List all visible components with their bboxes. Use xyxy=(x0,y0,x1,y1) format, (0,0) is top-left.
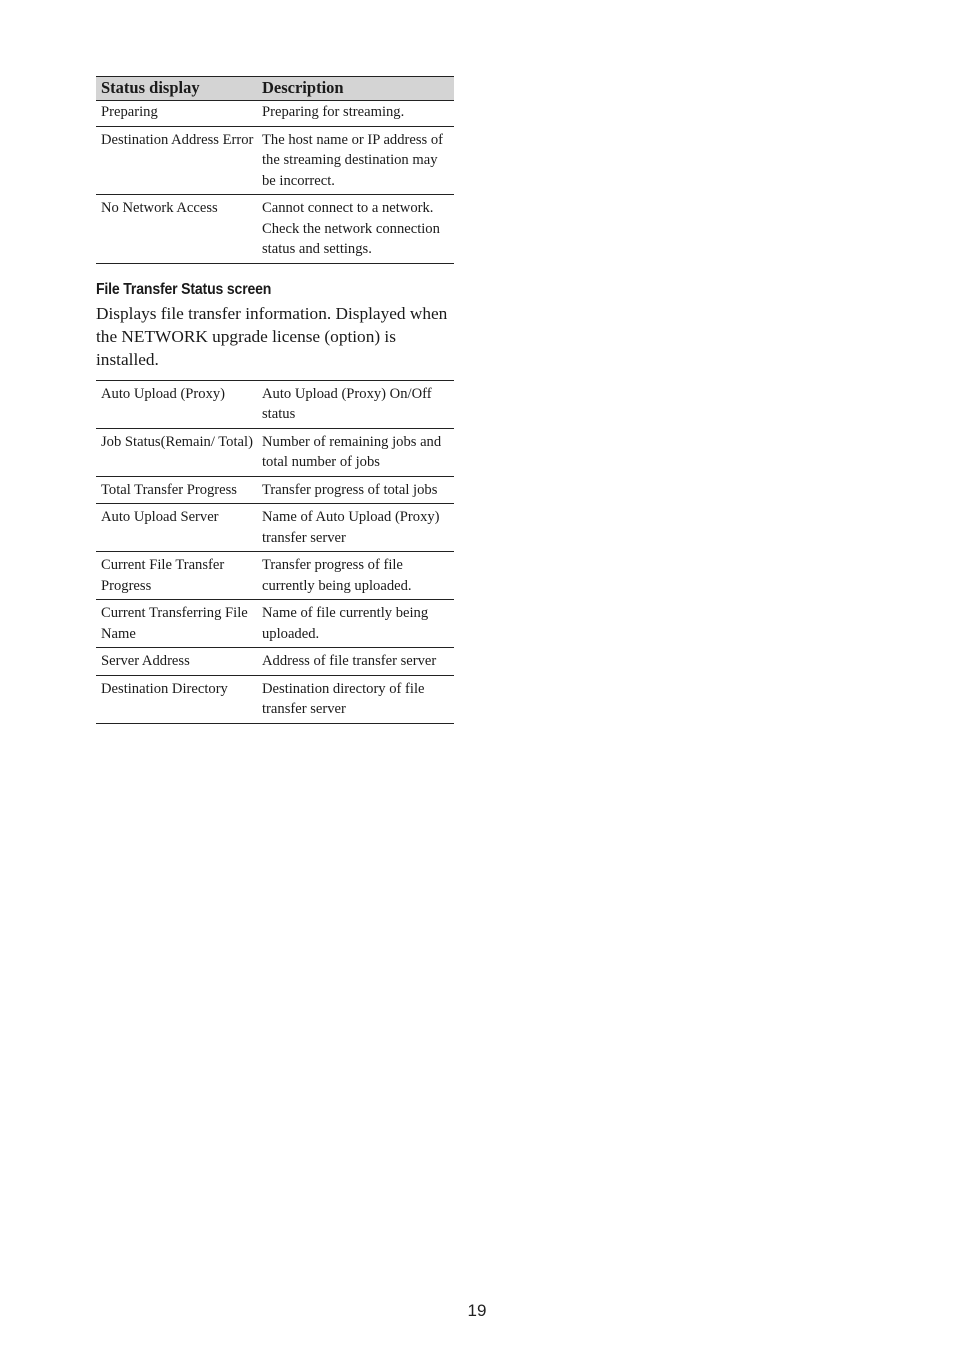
description-cell: Name of file currently being uploaded. xyxy=(257,600,454,648)
table-row xyxy=(96,195,454,264)
content-column xyxy=(96,76,454,724)
status-cell: No Network Access xyxy=(96,195,257,264)
status-display-table xyxy=(96,76,454,264)
description-cell: Preparing for streaming. xyxy=(257,101,454,127)
table-row xyxy=(96,428,454,476)
item-cell: Auto Upload (Proxy) xyxy=(96,380,257,428)
table-row xyxy=(96,476,454,504)
table-header-row xyxy=(96,77,454,101)
table-row xyxy=(96,101,454,127)
item-cell: Destination Directory xyxy=(96,675,257,723)
column-header-description: Description xyxy=(257,77,454,101)
section-body: Displays file transfer information. Displayed when the NETWORK upgrade license (option) is installed. xyxy=(96,303,448,369)
description-cell: Auto Upload (Proxy) On/Off status xyxy=(257,380,454,428)
page-number: 19 xyxy=(467,1301,487,1320)
table-row xyxy=(96,600,454,648)
table-row xyxy=(96,380,454,428)
item-cell: Job Status(Remain/ Total) xyxy=(96,428,257,476)
table-row xyxy=(96,126,454,195)
item-cell: Auto Upload Server xyxy=(96,504,257,552)
file-transfer-status-table xyxy=(96,380,454,724)
description-cell: Name of Auto Upload (Proxy) transfer server xyxy=(257,504,454,552)
description-cell: Address of file transfer server xyxy=(257,648,454,676)
description-cell: Number of remaining jobs and total number of jobs xyxy=(257,428,454,476)
description-cell: Transfer progress of file currently being uploaded. xyxy=(257,552,454,600)
column-header-status-display: Status display xyxy=(96,77,257,101)
section-title: File Transfer Status screen xyxy=(96,280,272,298)
item-cell: Current Transferring File Name xyxy=(96,600,257,648)
item-cell: Total Transfer Progress xyxy=(96,476,257,504)
description-cell: Cannot connect to a network. Check the network connection status and settings. xyxy=(257,195,454,264)
description-cell: Transfer progress of total jobs xyxy=(257,476,454,504)
item-cell: Current File Transfer Progress xyxy=(96,552,257,600)
status-cell: Destination Address Error xyxy=(96,126,257,195)
table-row xyxy=(96,552,454,600)
description-cell: Destination directory of file transfer server xyxy=(257,675,454,723)
status-cell: Preparing xyxy=(96,101,257,127)
description-cell: The host name or IP address of the streaming destination may be incorrect. xyxy=(257,126,454,195)
item-cell: Server Address xyxy=(96,648,257,676)
table-row xyxy=(96,675,454,723)
table-row xyxy=(96,504,454,552)
table-row xyxy=(96,648,454,676)
